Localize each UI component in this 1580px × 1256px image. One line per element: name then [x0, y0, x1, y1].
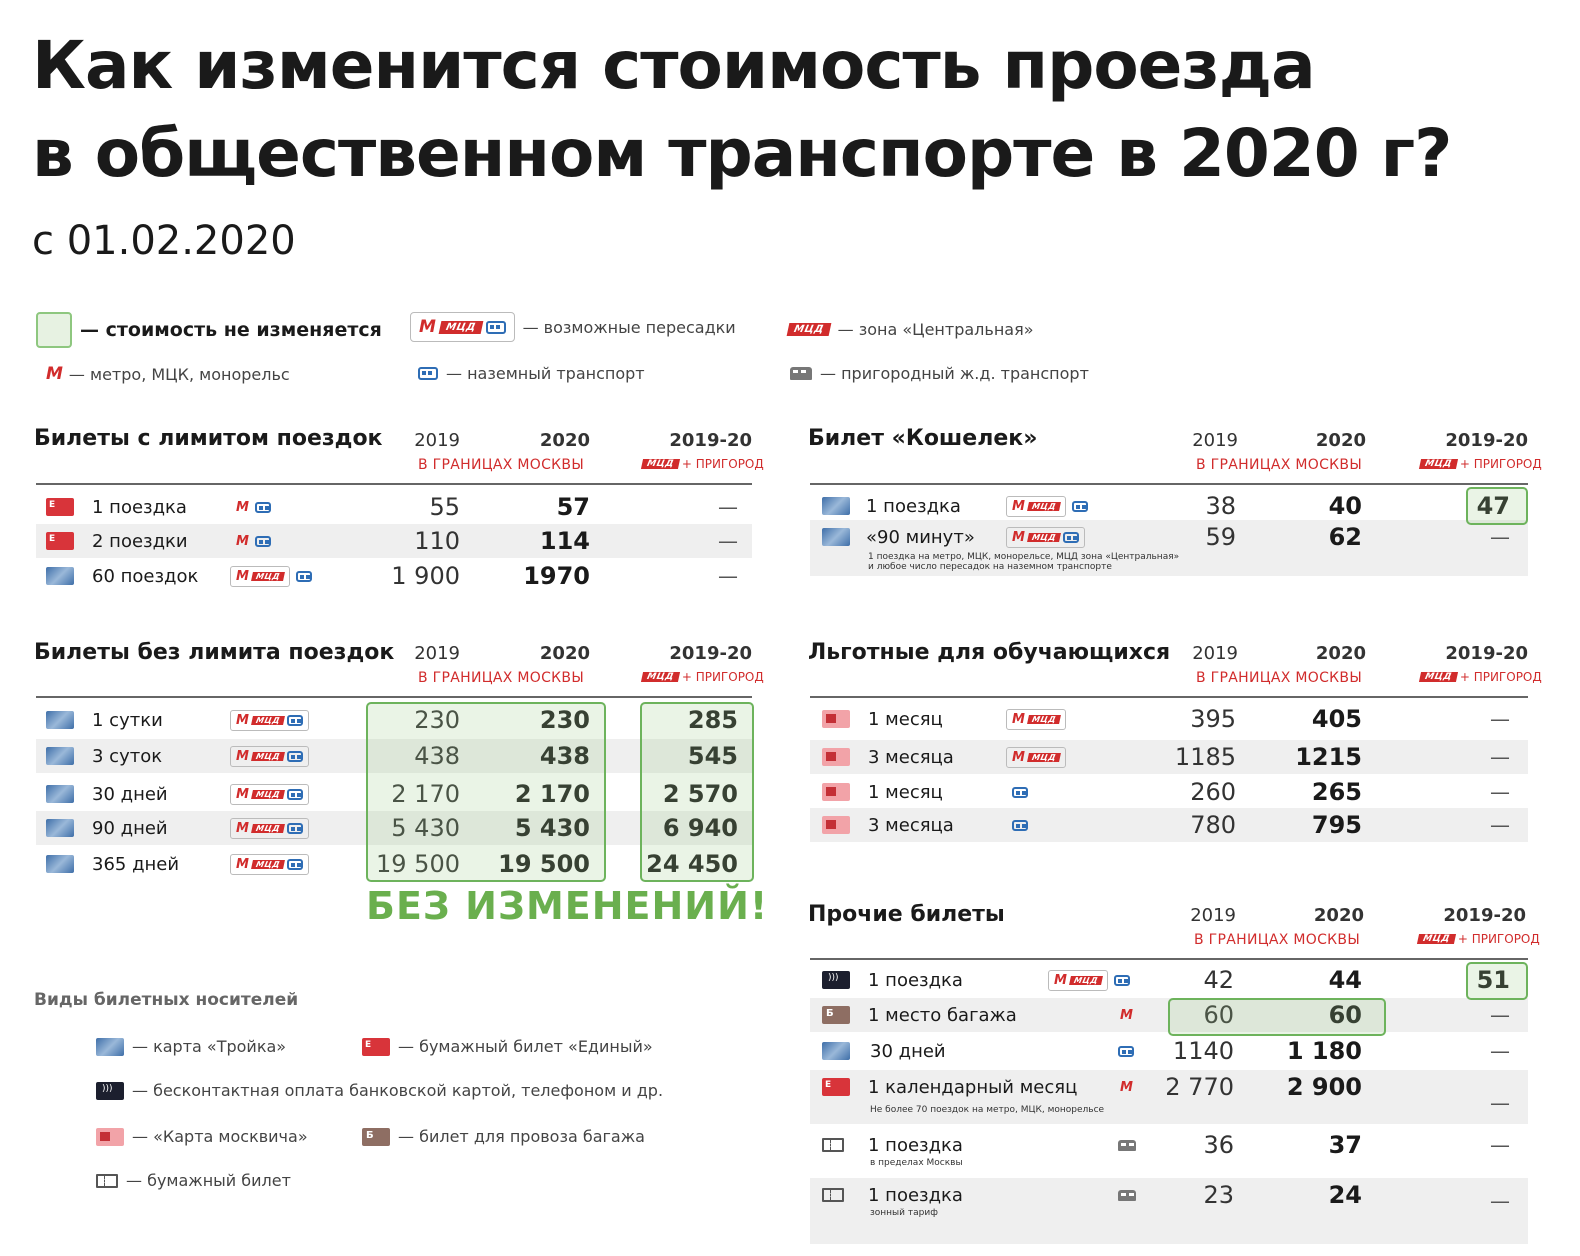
- table-row: 1 месяц 260 265 —: [810, 775, 1528, 809]
- bus-icon: [1114, 975, 1130, 986]
- table-row: 365 дней M МЦД 19 500 19 500 24 450: [36, 847, 752, 881]
- mcd-icon: МЦД: [251, 790, 285, 799]
- header-moscow: В ГРАНИЦАХ МОСКВЫ: [1196, 670, 1362, 686]
- table-row: 90 дней M МЦД 5 430 5 430 6 940: [36, 811, 752, 845]
- koshelek-note-line-2: и любое число пересадок на наземном транспорте: [868, 562, 1112, 572]
- divider: [810, 483, 1528, 485]
- edin-ticket-icon: [362, 1038, 390, 1056]
- koshelek-section-title: Билет «Кошелек»: [808, 426, 1038, 451]
- metro-icon: M: [1120, 1007, 1133, 1023]
- metro-icon: M: [1054, 972, 1067, 988]
- troika-card-icon: [46, 747, 74, 765]
- troika-card-icon: [822, 497, 850, 515]
- metro-icon: M: [236, 533, 249, 549]
- paper-ticket-icon: [822, 1188, 844, 1202]
- table-row: 1 поездка M МЦД 38 40 47: [810, 489, 1528, 523]
- unchanged-highlight: [1466, 962, 1528, 1000]
- metro-icon: M: [1012, 711, 1025, 727]
- title-line-2: в общественном транспорте в 2020 г?: [32, 115, 1452, 192]
- metro-icon: M: [1120, 1079, 1133, 1095]
- effective-date: с 01.02.2020: [32, 218, 296, 264]
- legend-ground: — наземный транспорт: [418, 364, 645, 383]
- transfer-icons: [230, 710, 309, 731]
- troika-card-icon: [822, 528, 850, 546]
- moskvich-card-icon: [822, 816, 850, 834]
- train-icon: [1118, 1190, 1136, 1201]
- table-row: 1 сутки M МЦД 230 230 285: [36, 703, 752, 737]
- train-icon: [1118, 1140, 1136, 1151]
- table-row: 60 поездок M МЦД 1 900 1970 —: [36, 559, 752, 593]
- mcd-icon: МЦД: [1027, 715, 1061, 724]
- header-moscow: В ГРАНИЦАХ МОСКВЫ: [418, 457, 584, 473]
- transfer-icons: [230, 818, 309, 839]
- mcd-icon: МЦД: [1027, 533, 1061, 542]
- troika-card-icon: [46, 855, 74, 873]
- bus-icon: [486, 321, 506, 334]
- table-row: 30 дней M МЦД 2 170 2 170 2 570: [36, 777, 752, 811]
- table-row: E 1 поездка M 55 57 —: [36, 490, 752, 524]
- metro-icon: M: [236, 712, 249, 728]
- transfer-icons: [1006, 496, 1066, 517]
- bus-icon: [1012, 820, 1028, 831]
- divider: [810, 958, 1528, 960]
- transfer-icons: [230, 854, 309, 875]
- table-row: «90 минут» M МЦД 59 62 — 1 поездка на метро, МЦК, монорельсе, МЦД зона «Центральная» и любое число пересадок на наземном транспорте: [810, 520, 1528, 576]
- contactless-icon: [822, 971, 850, 989]
- header-2020: 2020: [1313, 905, 1364, 926]
- header-mcd-suburb: МЦД + ПРИГОРОД: [642, 457, 764, 471]
- transfer-icons: [1006, 527, 1085, 548]
- divider: [810, 696, 1528, 698]
- legend-transfers: M МЦД — возможные пересадки: [410, 312, 736, 342]
- bus-icon: [287, 823, 303, 834]
- mcd-icon: МЦД: [251, 716, 285, 725]
- metro-icon: M: [236, 820, 249, 836]
- unchanged-highlight: [1168, 998, 1386, 1036]
- header-mcd-suburb: МЦД + ПРИГОРОД: [1420, 670, 1542, 684]
- transfer-icons: [230, 784, 309, 805]
- legend-suburban: — пригородный ж.д. транспорт: [790, 364, 1089, 383]
- unlimited-section-title: Билеты без лимита поездок: [34, 640, 395, 665]
- train-icon: [790, 367, 812, 380]
- unchanged-highlight: [1466, 487, 1528, 525]
- transfer-icons: [230, 746, 309, 767]
- carriers-title: Виды билетных носителей: [34, 990, 299, 1010]
- transfer-icons: [1048, 970, 1108, 991]
- moskvich-card-icon: [822, 710, 850, 728]
- baggage-ticket-icon: [362, 1128, 390, 1146]
- table-row: E 1 календарный месяц M 2 770 2 900 — Не более 70 поездок на метро, МЦК, монорельсе: [810, 1070, 1528, 1124]
- edin-ticket-icon: [46, 532, 74, 550]
- bus-icon: [1012, 787, 1028, 798]
- limit-section-title: Билеты с лимитом поездок: [34, 426, 383, 451]
- mcd-icon: МЦД: [1027, 753, 1061, 762]
- header-2020: 2020: [1315, 643, 1366, 664]
- bus-icon: [287, 789, 303, 800]
- bus-icon: [1072, 501, 1088, 512]
- troika-card-icon: [46, 567, 74, 585]
- metro-icon: M: [419, 317, 436, 337]
- metro-icon: M: [1012, 529, 1025, 545]
- table-row: Б 1 место багажа M 60 60 —: [810, 998, 1528, 1032]
- mcd-icon: МЦД: [251, 752, 285, 761]
- header-2020: 2020: [539, 643, 590, 664]
- carrier-troika: — карта «Тройка»: [96, 1037, 286, 1056]
- bus-icon: [287, 751, 303, 762]
- transfer-icons: [410, 312, 515, 342]
- table-row: 3 месяца 780 795 —: [810, 808, 1528, 842]
- table-row: 1 поездка 23 24 — зонный тариф: [810, 1178, 1528, 1244]
- metro-icon: M: [236, 786, 249, 802]
- bus-icon: [1118, 1046, 1134, 1057]
- carrier-baggage: Б — билет для провоза багажа: [362, 1127, 645, 1146]
- table-row: 1 поездка 36 37 — в пределах Москвы: [810, 1128, 1528, 1176]
- header-2019-20: 2019-20: [1445, 643, 1528, 664]
- transfer-icons: [230, 566, 290, 587]
- transfer-icons: [1006, 747, 1066, 768]
- header-moscow: В ГРАНИЦАХ МОСКВЫ: [418, 670, 584, 686]
- metro-icon: M: [236, 568, 249, 584]
- students-section-title: Льготные для обучающихся: [808, 640, 1171, 665]
- moskvich-card-icon: [96, 1128, 124, 1146]
- green-swatch-icon: [36, 312, 72, 348]
- edin-ticket-icon: [822, 1078, 850, 1096]
- bus-icon: [418, 367, 438, 380]
- header-2020: 2020: [1315, 430, 1366, 451]
- table-row: 30 дней 1140 1 180 —: [810, 1034, 1528, 1068]
- troika-card-icon: [46, 711, 74, 729]
- bus-icon: [296, 571, 312, 582]
- header-2020: 2020: [539, 430, 590, 451]
- title-line-1: Как изменится стоимость проезда: [32, 27, 1315, 104]
- moskvich-card-icon: [822, 783, 850, 801]
- edin-ticket-icon: [46, 498, 74, 516]
- contactless-icon: [96, 1082, 124, 1100]
- bus-icon: [1063, 532, 1079, 543]
- legend: [0, 300, 1580, 400]
- mcd-icon: МЦД: [251, 860, 285, 869]
- bus-icon: [255, 502, 271, 513]
- bus-icon: [287, 859, 303, 870]
- header-2019: 2019: [1192, 643, 1238, 664]
- carrier-paper: — бумажный билет: [96, 1171, 291, 1190]
- mcd-icon: МЦД: [251, 824, 285, 833]
- divider: [36, 696, 752, 698]
- troika-card-icon: [96, 1038, 124, 1056]
- header-2019: 2019: [1190, 905, 1236, 926]
- header-2019-20: 2019-20: [1443, 905, 1526, 926]
- table-row: E 2 поездки M 110 114 —: [36, 524, 752, 558]
- table-row: ))) 1 поездка M МЦД 42 44 51: [810, 963, 1528, 997]
- header-2019-20: 2019-20: [1445, 430, 1528, 451]
- table-row: 3 суток M МЦД 438 438 545: [36, 739, 752, 773]
- mcd-icon: МЦД: [787, 323, 831, 336]
- mcd-icon: МЦД: [1069, 976, 1103, 985]
- metro-icon: M: [236, 748, 249, 764]
- header-moscow: В ГРАНИЦАХ МОСКВЫ: [1196, 457, 1362, 473]
- header-moscow: В ГРАНИЦАХ МОСКВЫ: [1194, 932, 1360, 948]
- header-mcd-suburb: МЦД + ПРИГОРОД: [642, 670, 764, 684]
- header-mcd-suburb: МЦД + ПРИГОРОД: [1418, 932, 1540, 946]
- header-2019: 2019: [1192, 430, 1238, 451]
- moskvich-card-icon: [822, 748, 850, 766]
- carrier-edin: E — бумажный билет «Единый»: [362, 1037, 653, 1056]
- carrier-moskvich: — «Карта москвича»: [96, 1127, 308, 1146]
- koshelek-note-line-1: 1 поездка на метро, МЦК, монорельсе, МЦД зона «Центральная»: [868, 552, 1180, 562]
- bus-icon: [287, 715, 303, 726]
- unchanged-highlight: [366, 702, 606, 882]
- header-2019-20: 2019-20: [669, 430, 752, 451]
- metro-icon: M: [1012, 749, 1025, 765]
- carrier-contactless: ))) — бесконтактная оплата банковской картой, телефоном и др.: [96, 1081, 663, 1100]
- row-note: зонный тариф: [870, 1208, 938, 1218]
- metro-icon: M: [1012, 498, 1025, 514]
- legend-metro: M — метро, МЦК, монорельс: [46, 364, 290, 384]
- header-2019: 2019: [414, 643, 460, 664]
- row-note: в пределах Москвы: [870, 1158, 963, 1168]
- troika-card-icon: [46, 785, 74, 803]
- metro-icon: M: [236, 856, 249, 872]
- header-2019: 2019: [414, 430, 460, 451]
- transfer-icons: [1006, 709, 1066, 730]
- header-2019-20: 2019-20: [669, 643, 752, 664]
- troika-card-icon: [822, 1042, 850, 1060]
- mcd-icon: МЦД: [1027, 502, 1061, 511]
- row-note: Не более 70 поездок на метро, МЦК, монорельсе: [870, 1105, 1105, 1115]
- table-row: 1 месяц M МЦД 395 405 —: [810, 702, 1528, 736]
- paper-ticket-icon: [822, 1138, 844, 1152]
- paper-ticket-icon: [96, 1174, 118, 1188]
- header-mcd-suburb: МЦД + ПРИГОРОД: [1420, 457, 1542, 471]
- troika-card-icon: [46, 819, 74, 837]
- other-section-title: Прочие билеты: [808, 902, 1005, 927]
- no-change-label: БЕЗ ИЗМЕНЕНИЙ!: [366, 884, 769, 928]
- mcd-icon: МЦД: [251, 572, 285, 581]
- baggage-ticket-icon: [822, 1006, 850, 1024]
- metro-icon: M: [236, 499, 249, 515]
- page-title: [32, 22, 1532, 198]
- mcd-icon: МЦД: [439, 321, 483, 334]
- table-row: 3 месяца M МЦД 1185 1215 —: [810, 740, 1528, 774]
- legend-central-zone: МЦД — зона «Центральная»: [788, 320, 1034, 339]
- bus-icon: [255, 536, 271, 547]
- legend-unchanged: — стоимость не изменяется: [36, 312, 382, 348]
- divider: [36, 483, 752, 485]
- unchanged-highlight: [640, 702, 754, 882]
- metro-icon: M: [46, 364, 63, 384]
